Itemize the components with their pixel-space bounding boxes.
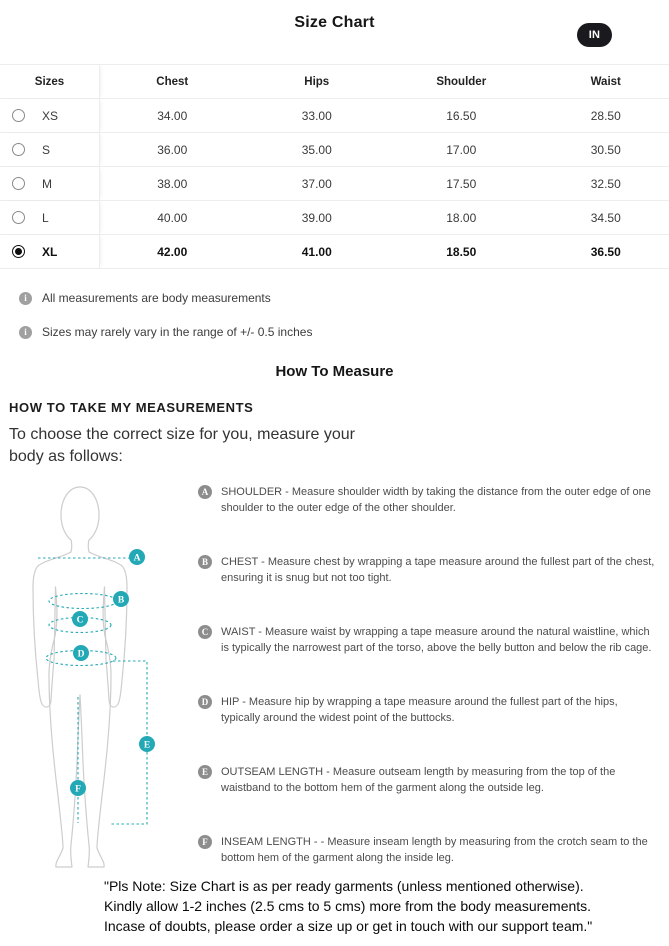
- svg-text:A: A: [133, 553, 141, 564]
- info-icon: i: [19, 292, 32, 305]
- instruction-hip: [198, 694, 659, 727]
- instruction-inseam: [198, 834, 659, 867]
- table-row-xs[interactable]: [0, 99, 669, 133]
- size-label: M: [42, 176, 52, 191]
- table-row-m[interactable]: [0, 167, 669, 201]
- note-text: All measurements are body measurements: [42, 291, 271, 305]
- cell-chest: 34.00: [157, 108, 188, 123]
- cell-shoulder: 17.00: [446, 142, 477, 157]
- size-table: [0, 64, 669, 269]
- instruction-text: HIP - Measure hip by wrapping a tape measure around the fullest part of the hips, typically around the widest point of the buttocks.: [221, 695, 618, 725]
- col-header-waist: Waist: [590, 75, 621, 88]
- marker-f: [70, 780, 86, 796]
- unit-toggle-in[interactable]: IN: [577, 23, 612, 47]
- cell-hips: 41.00: [301, 244, 332, 259]
- body-measurement-diagram: [8, 471, 198, 876]
- notes-section: [0, 291, 669, 339]
- instruction-text: CHEST - Measure chest by wrapping a tape measure around the fullest part of the chest, ensuring it is snug but not too tight.: [221, 555, 655, 585]
- chest-line: [49, 593, 117, 608]
- cell-chest: 40.00: [157, 210, 188, 225]
- how-to-measure-title: How To Measure: [275, 363, 394, 380]
- svg-text:C: C: [76, 615, 84, 626]
- col-header-chest: Chest: [156, 75, 189, 88]
- size-label: L: [42, 210, 49, 225]
- note-size-variance: [19, 325, 669, 339]
- footer-line: "Pls Note: Size Chart is as per ready garments (unless mentioned otherwise).: [104, 877, 584, 894]
- note-text: Sizes may rarely vary in the range of +/- 0.5 inches: [42, 325, 313, 339]
- col-header-hips: Hips: [304, 75, 330, 88]
- size-radio-l[interactable]: [12, 211, 25, 224]
- size-radio-m[interactable]: [12, 177, 25, 190]
- cell-waist: 36.50: [590, 244, 621, 259]
- col-header-shoulder: Shoulder: [436, 75, 487, 88]
- radio-dot: [15, 248, 22, 255]
- instruction-waist: [198, 624, 659, 657]
- body-outline: [33, 487, 127, 867]
- table-row-s[interactable]: [0, 133, 669, 167]
- cell-hips: 33.00: [301, 108, 332, 123]
- cell-waist: 28.50: [590, 108, 621, 123]
- size-label: XL: [42, 244, 58, 259]
- page-title: Size Chart: [294, 14, 375, 31]
- size-label: S: [42, 142, 51, 157]
- cell-chest: 38.00: [157, 176, 188, 191]
- cell-hips: 35.00: [301, 142, 332, 157]
- svg-text:E: E: [143, 740, 151, 751]
- letter-badge-d: D: [198, 695, 212, 709]
- table-row-l[interactable]: [0, 201, 669, 235]
- cell-waist: 32.50: [590, 176, 621, 191]
- cell-shoulder: 17.50: [446, 176, 477, 191]
- table-row-xl[interactable]: [0, 235, 669, 269]
- instruction-outseam: [198, 764, 659, 797]
- col-header-sizes: Sizes: [0, 65, 100, 98]
- size-radio-xs[interactable]: [12, 109, 25, 122]
- size-label: XS: [42, 108, 59, 123]
- measurements-subtitle: HOW TO TAKE MY MEASUREMENTS: [9, 400, 254, 415]
- letter-badge-c: C: [198, 625, 212, 639]
- marker-e: [139, 736, 155, 752]
- marker-d: [73, 645, 89, 661]
- instruction-text: SHOULDER - Measure shoulder width by taking the distance from the outer edge of one shoulder to the outer edge of the other shoulder.: [221, 485, 651, 515]
- size-radio-xl[interactable]: [12, 245, 25, 258]
- size-radio-s[interactable]: [12, 143, 25, 156]
- cell-chest: 36.00: [157, 142, 188, 157]
- instruction-text: WAIST - Measure waist by wrapping a tape measure around the natural waistline, which is typically the narrowest part of the torso, above the belly button and below the rib cage.: [221, 625, 652, 655]
- svg-text:B: B: [117, 595, 125, 606]
- letter-badge-f: F: [198, 835, 212, 849]
- letter-badge-b: B: [198, 555, 212, 569]
- cell-shoulder: 18.00: [446, 210, 477, 225]
- measure-section: [0, 471, 669, 876]
- instruction-text: OUTSEAM LENGTH - Measure outseam length by measuring from the top of the waistband to the bottom hem of the garment along the outside leg.: [221, 765, 616, 795]
- cell-waist: 34.50: [590, 210, 621, 225]
- cell-shoulder: 16.50: [446, 108, 477, 123]
- footer-line: Incase of doubts, please order a size up or get in touch with our support team.": [104, 917, 593, 934]
- letter-badge-e: E: [198, 765, 212, 779]
- svg-text:D: D: [77, 649, 85, 660]
- header: [0, 0, 669, 64]
- letter-badge-a: A: [198, 485, 212, 499]
- cell-hips: 39.00: [301, 210, 332, 225]
- instruction-chest: [198, 554, 659, 587]
- cell-chest: 42.00: [157, 244, 188, 259]
- svg-text:F: F: [75, 784, 81, 795]
- measure-intro-text: To choose the correct size for you, measure your body as follows:: [9, 426, 355, 466]
- instruction-text: INSEAM LENGTH - - Measure inseam length by measuring from the crotch seam to the bottom hem of the garment along the inside leg.: [221, 835, 648, 865]
- measurement-instructions: [198, 471, 669, 876]
- marker-b: [113, 591, 129, 607]
- note-body-measurements: [19, 291, 669, 305]
- footer-note: [104, 876, 669, 936]
- cell-shoulder: 18.50: [446, 244, 477, 259]
- marker-c: [72, 611, 88, 627]
- cell-hips: 37.00: [301, 176, 332, 191]
- table-header-row: [0, 65, 669, 99]
- instruction-shoulder: [198, 484, 659, 517]
- cell-waist: 30.50: [590, 142, 621, 157]
- marker-a: [129, 549, 145, 565]
- footer-line: Kindly allow 1-2 inches (2.5 cms to 5 cms) more from the body measurements.: [104, 897, 592, 914]
- info-icon: i: [19, 326, 32, 339]
